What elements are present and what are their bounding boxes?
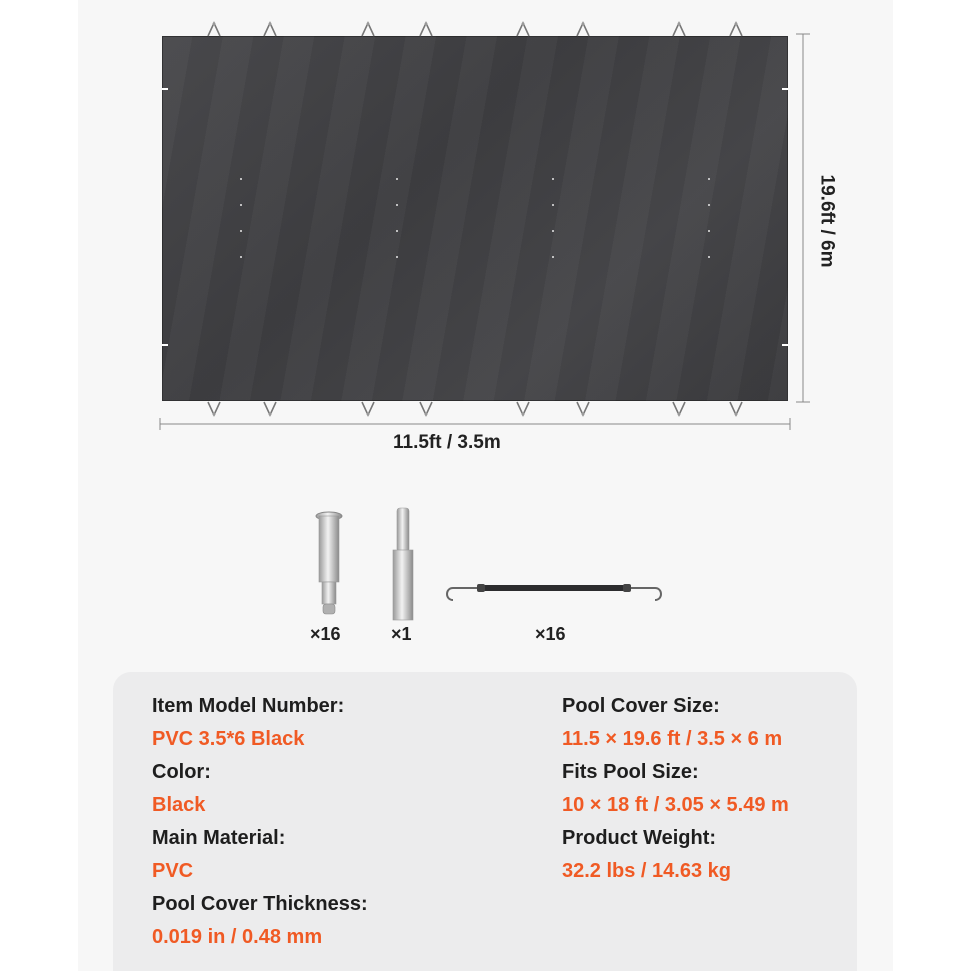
width-dimension-label: 11.5ft / 3.5m bbox=[393, 432, 501, 453]
grommet-dot bbox=[396, 178, 398, 180]
spec-label: Pool Cover Size: bbox=[562, 695, 720, 717]
grommet-dot bbox=[240, 230, 242, 232]
spec-label: Main Material: bbox=[152, 827, 286, 849]
spec-label: Fits Pool Size: bbox=[562, 761, 699, 783]
width-dimension-line bbox=[158, 418, 794, 430]
bungee-cord-icon bbox=[443, 580, 665, 604]
strap-loop-icon bbox=[205, 400, 223, 418]
grommet-dot bbox=[552, 178, 554, 180]
length-dimension-label: 19.6ft / 6m bbox=[816, 174, 837, 268]
spec-value: PVC 3.5*6 Black bbox=[152, 728, 305, 750]
specs-right-column bbox=[562, 690, 789, 888]
spec-label: Item Model Number: bbox=[152, 695, 345, 717]
length-dimension-label-wrap bbox=[806, 156, 846, 286]
grommet-dot bbox=[396, 204, 398, 206]
spec-value: Black bbox=[152, 794, 206, 816]
edge-notch bbox=[162, 88, 168, 90]
grommet-dot bbox=[240, 256, 242, 258]
strap-loop-icon bbox=[670, 20, 688, 38]
strap-loop-icon bbox=[670, 400, 688, 418]
strap-loop-icon bbox=[359, 20, 377, 38]
spec-label: Color: bbox=[152, 761, 211, 783]
accessories-row bbox=[0, 500, 970, 660]
strap-loop-icon bbox=[574, 400, 592, 418]
strap-loop-icon bbox=[261, 400, 279, 418]
grommet-dot bbox=[552, 256, 554, 258]
anchor-icon bbox=[313, 510, 345, 620]
edge-notch bbox=[782, 344, 788, 346]
spec-value: 0.019 in / 0.48 mm bbox=[152, 926, 323, 948]
strap-loop-icon bbox=[514, 20, 532, 38]
spec-value: 32.2 lbs / 14.63 kg bbox=[562, 860, 731, 882]
strap-loop-icon bbox=[574, 20, 592, 38]
strap-loop-icon bbox=[261, 20, 279, 38]
strap-loop-icon bbox=[727, 400, 745, 418]
grommet-dot bbox=[240, 178, 242, 180]
spec-value: PVC bbox=[152, 860, 194, 882]
strap-loop-icon bbox=[417, 20, 435, 38]
specs-left-column bbox=[152, 690, 368, 954]
pool-cover-diagram bbox=[0, 0, 970, 480]
grommet-dot bbox=[552, 230, 554, 232]
grommet-dot bbox=[240, 204, 242, 206]
grommet-dot bbox=[552, 204, 554, 206]
grommet-dot bbox=[708, 256, 710, 258]
strap-loop-icon bbox=[417, 400, 435, 418]
strap-loop-icon bbox=[205, 20, 223, 38]
spec-label: Product Weight: bbox=[562, 827, 717, 849]
grommet-dot bbox=[708, 178, 710, 180]
anchor-qty: ×16 bbox=[310, 624, 341, 644]
spec-value: 11.5 × 19.6 ft / 3.5 × 6 m bbox=[562, 728, 783, 750]
grommet-dot bbox=[396, 230, 398, 232]
installation-tool-qty: ×1 bbox=[391, 624, 412, 644]
grommet-dot bbox=[708, 230, 710, 232]
spec-label: Pool Cover Thickness: bbox=[152, 893, 368, 915]
edge-notch bbox=[782, 88, 788, 90]
grommet-dot bbox=[396, 256, 398, 258]
specs-panel bbox=[113, 672, 857, 971]
strap-loop-icon bbox=[727, 20, 745, 38]
edge-notch bbox=[162, 344, 168, 346]
pool-cover bbox=[162, 36, 788, 401]
strap-loop-icon bbox=[514, 400, 532, 418]
spec-value: 10 × 18 ft / 3.05 × 5.49 m bbox=[562, 794, 789, 816]
bungee-cord-qty: ×16 bbox=[535, 624, 566, 644]
installation-tool-icon bbox=[390, 506, 416, 622]
strap-loop-icon bbox=[359, 400, 377, 418]
grommet-dot bbox=[708, 204, 710, 206]
